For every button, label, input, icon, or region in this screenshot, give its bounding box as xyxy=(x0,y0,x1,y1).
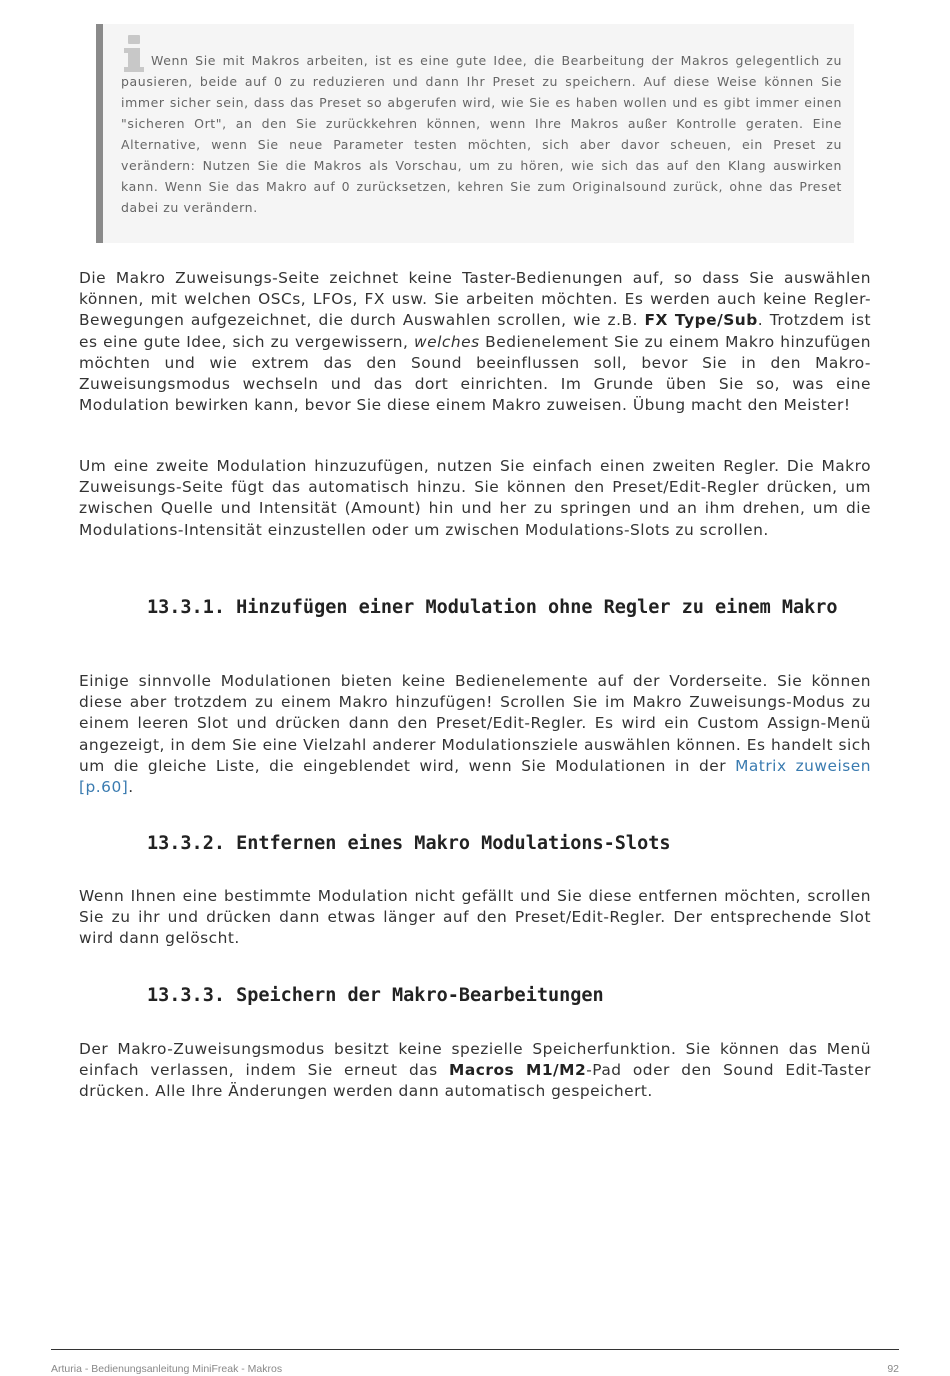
paragraph-3: Einige sinnvolle Modulationen bieten keine Bedienelemente auf der Vorderseite. Sie können diese aber trotzdem zu einem Makro hinzufügen! Scrollen Sie im Makro Zuweisungs-Modus zu einem leeren Slot und drücken dann den Preset/Edit-Regler. Es wird ein Custom Assign-Menü angezeigt, in dem Sie eine Vielzahl anderer Modulationsziele auswählen können. Es handelt sich um die gleiche Liste, die eingeblendet wird, wenn Sie Modulationen in der Matrix zuweisen [p.60]. xyxy=(79,672,871,797)
matrix-link[interactable]: Matrix zuweisen [p.60] xyxy=(79,756,871,797)
paragraph-4: Wenn Ihnen eine bestimmte Modulation nicht gefällt und Sie diese entfernen möchten, scrollen Sie zu ihr und drücken dann etwas länger auf den Preset/Edit-Regler. Der entsprechende Slot wird dann gelöscht. xyxy=(79,887,871,948)
info-note xyxy=(96,24,854,243)
macros-m1-m2-label: Macros M1/M2 xyxy=(449,1061,587,1080)
page-number: 92 xyxy=(887,1363,899,1375)
section-heading-13-3-2: 13.3.2. Entfernen eines Makro Modulations-Slots xyxy=(147,833,671,854)
note-text: Wenn Sie mit Makros arbeiten, ist es eine gute Idee, die Bearbeitung der Makros gelegentlich zu pausieren, beide auf 0 zu reduzieren und dann Ihr Preset zu speichern. Auf diese Weise können Sie immer sicher sein, dass das Preset so abgerufen wird, wie Sie es haben wollen und es gibt immer einen "sicheren Ort", an den Sie zurückkehren können, wenn Ihre Makros außer Kontrolle geraten. Eine Alternative, wenn Sie neue Parameter testen möchten, sich aber davor scheuen, ein Preset zu verändern: Nutzen Sie die Makros als Vorschau, um zu hören, wie sich das auf den Klang auswirken kann. Wenn Sie das Makro auf 0 zurücksetzen, kehren Sie zum Originalsound zurück, ohne das Preset dabei zu verändern. xyxy=(121,53,842,215)
section-heading-13-3-1: 13.3.1. Hinzufügen einer Modulation ohne Regler zu einem Makro xyxy=(147,597,838,618)
paragraph-1: Die Makro Zuweisungs-Seite zeichnet keine Taster-Bedienungen auf, so dass Sie auswählen können, mit welchen OSCs, LFOs, FX usw. Sie arbeiten möchten. Es werden auch keine Regler-Bewegungen aufgezeichnet, die durch Auswahlen scrollen, wie z.B. FX Type/Sub. Trotzdem ist es eine gute Idee, sich zu vergewissern, welches Bedienelement Sie zu einem Makro hinzufügen möchten und wie extrem das den Sound beeinflussen soll, bevor Sie in den Makro-Zuweisungsmodus wechseln und das dort einrichten. Im Grunde üben Sie so, was eine Modulation bewirken kann, bevor Sie diese einem Makro zuweisen. Übung macht den Meister! xyxy=(79,269,872,415)
paragraph-5: Der Makro-Zuweisungsmodus besitzt keine spezielle Speicherfunktion. Sie können das Menü einfach verlassen, indem Sie erneut das Macros M1/M2-Pad oder den Sound Edit-Taster drücken. Alle Ihre Änderungen werden dann automatisch gespeichert. xyxy=(79,1040,871,1101)
section-heading-13-3-3: 13.3.3. Speichern der Makro-Bearbeitungen xyxy=(147,985,604,1006)
paragraph-2: Um eine zweite Modulation hinzuzufügen, nutzen Sie einfach einen zweiten Regler. Die Makro Zuweisungs-Seite fügt das automatisch hinzu. Sie können den Preset/Edit-Regler drücken, um zwischen Quelle und Intensität (Amount) hin und her zu springen und an ihm drehen, um die Modulations-Intensität einzustellen oder um zwischen Modulations-Slots zu scrollen. xyxy=(79,457,871,539)
footer-title: Arturia - Bedienungsanleitung MiniFreak - Makros xyxy=(51,1363,283,1375)
fx-type-sub-label: FX Type/Sub xyxy=(644,311,758,330)
footer-divider xyxy=(51,1349,899,1350)
